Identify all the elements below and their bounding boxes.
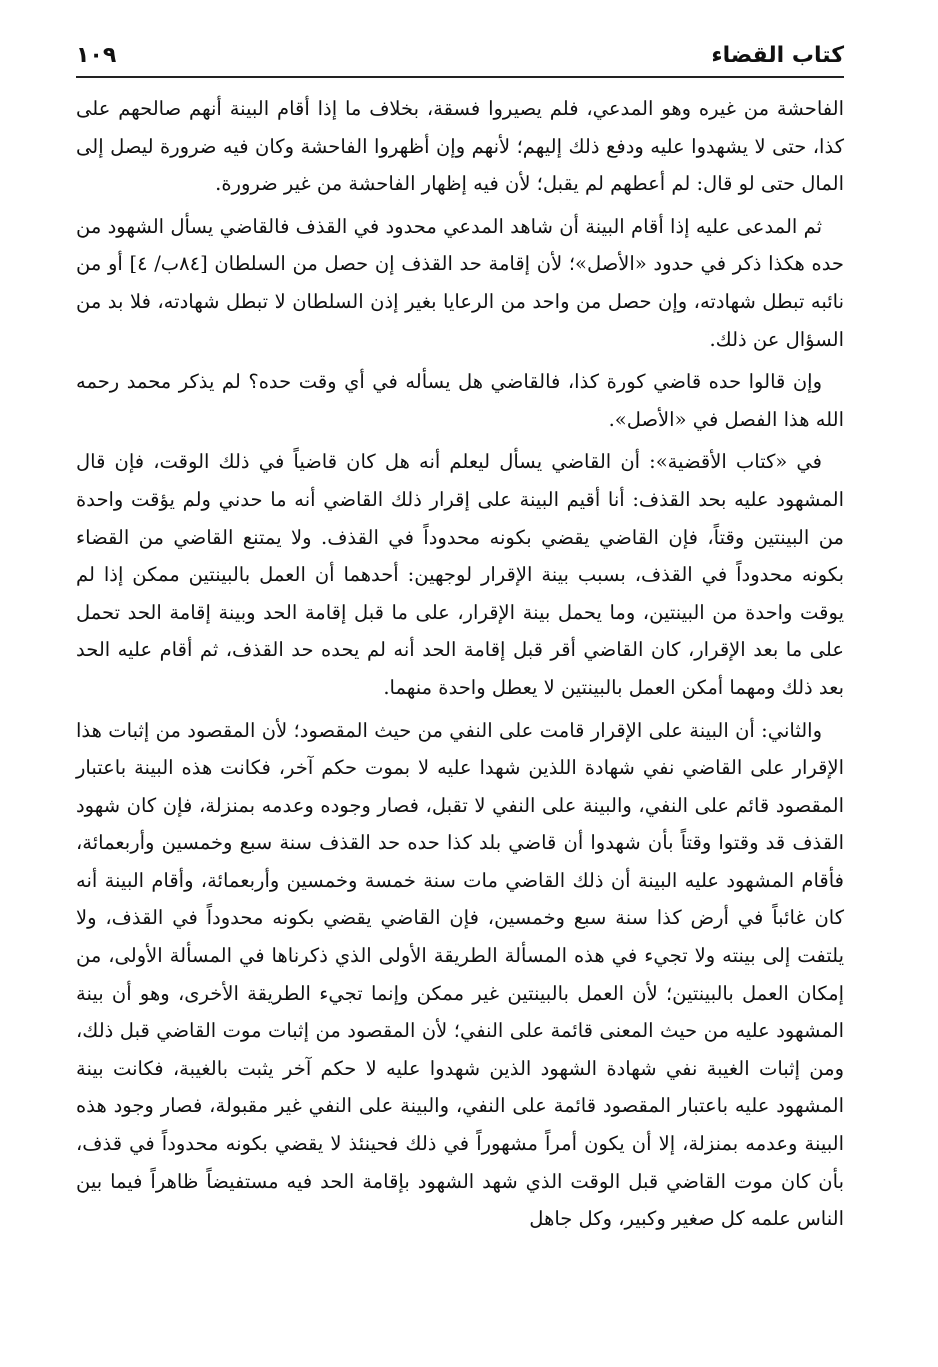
paragraph-1: الفاحشة من غيره وهو المدعي، فلم يصيروا فسقة، بخلاف ما إذا أقام البينة أنهم صالحهم على كذا، حتى لا يشهدوا عليه ودفع ذلك إليهم؛ لأنهم وإن أظهروا الفاحشة وكان فيه ضرورة ليصل إلى المال حتى لو قال: لم أعطهم لم يقبل؛ لأن فيه إظهار الفاحشة من غير ضرورة. [76,97,844,196]
paragraph-5: والثاني: أن البينة على الإقرار قامت على النفي من حيث المقصود؛ لأن المقصود من إثبات هذا الإقرار على القاضي نفي شهادة اللذين شهدا عليه لا بموت حكم آخر، فكانت هذه البينة باعتبار المقصود قائم على النفي، والبينة على النفي لا تقبل، فصار وجوده وعدمه بمنزلة، فإن كان شهود القذف قد وقتوا وقتاً بأن شهدوا أن قاضي بلد كذا حده حد القذف سنة سبع وخمسين وأربعمائة، فأقام المشهود عليه البينة أن ذلك القاضي مات سنة خمسة وخمسين وأربعمائة، وأقام البينة أنه كان غائباً في أرض كذا سنة سبع وخمسين، فإن القاضي يقضي بكونه محدوداً في القذف، ولا يلتفت إلى بينته ولا تجيء في هذه المسألة الطريقة الأولى الذي ذكرناها في المسألة الأولى، من إمكان العمل بالبينتين؛ لأن العمل بالبينتين غير ممكن وإنما تجيء الطريقة الأخرى، وهو أن بينة المشهود عليه من حيث المعنى قائمة على النفي؛ لأن المقصود من إثبات موت القاضي قبل ذلك، ومن إثبات الغيبة نفي شهادة الشهود الذين شهدوا عليه لا حكم آخر يثبت بالغيبة، فكانت بينة المشهود عليه باعتبار المقصود قائمة على النفي، والبينة على النفي غير مقبولة، فصار وجود هذه البينة وعدمه بمنزلة، إلا أن يكون أمراً مشهوراً في ذلك فحينئذ لا يقضي بكونه محدوداً في قذف، بأن كان موت القاضي قبل الوقت الذي شهد الشهود بإقامة الحد فيه مستفيضاً ظاهراً فيما بين الناس علمه كل صغير وكبير، وكل جاهل [76,718,844,1231]
paragraph-2: ثم المدعى عليه إذا أقام البينة أن شاهد المدعي محدود في القذف فالقاضي يسأل الشهود من حده هكذا ذكر في حدود «الأصل»؛ لأن إقامة حد القذف إن حصل من السلطان [٨٤ب/ ٤] أو من نائبه تبطل شهادته، وإن حصل من واحد من الرعايا بغير إذن السلطان لا تبطل شهادته، فلا بد من السؤال عن ذلك. [76,214,844,351]
paragraph-4: في «كتاب الأقضية»: أن القاضي يسأل ليعلم أنه هل كان قاضياً في ذلك الوقت، فإن قال المشهود عليه بحد القذف: أنا أقيم البينة على إقرار ذلك القاضي أنه ما حدني ولم يؤقت واحدة من البينتين وقتاً، فإن القاضي يقضي بكونه محدوداً في القذف. ولا يمتنع القاضي من القضاء بكونه محدوداً في القذف، بسبب بينة الإقرار لوجهين: أحدهما أن العمل بالبينتين ممكن إذا لم يوقت واحدة من البينتين، وما يحمل بينة الإقرار، على ما قبل إقامة الحد وبينة إقامة الحد تحمل على ما بعد الإقرار، كان القاضي أقر قبل إقامة الحد أنه لم يحده حد القذف، ثم أقام عليه الحد بعد ذلك ومهما أمكن العمل بالبينتين لا يعطل واحدة منهما. [76,450,844,699]
body-text [76,90,844,1238]
paragraph-3: وإن قالوا حده قاضي كورة كذا، فالقاضي هل يسأله في أي وقت حده؟ لم يذكر محمد رحمه الله هذا الفصل في «الأصل». [76,370,844,431]
page-header [76,38,844,72]
page-number: ١٠٩ [76,42,117,68]
running-title: كتاب القضاء [711,42,844,68]
header-rule [76,76,844,78]
